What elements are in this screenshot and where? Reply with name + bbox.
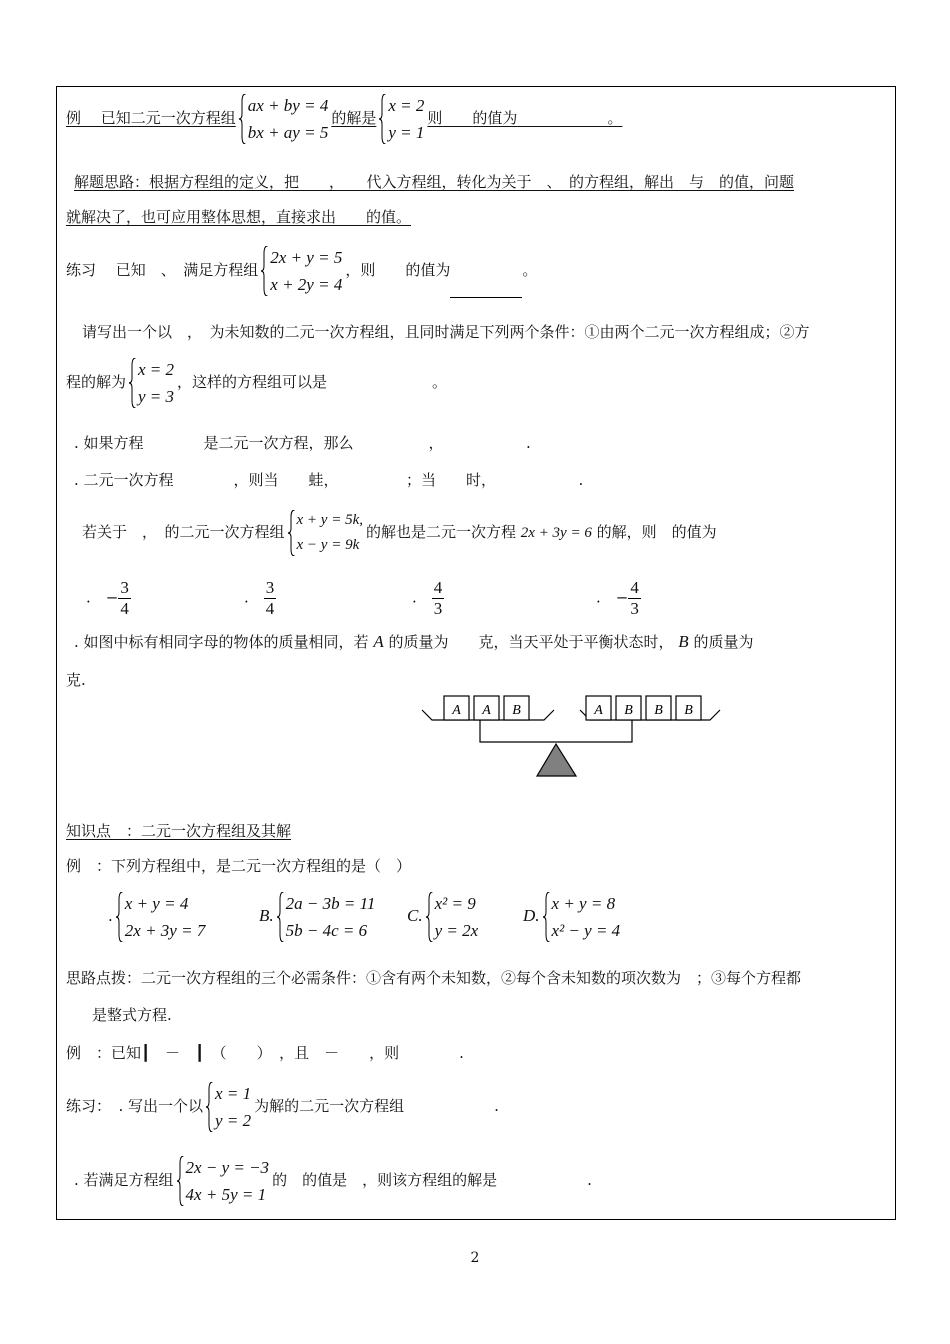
equation-system (239, 92, 329, 146)
equation-system (543, 890, 621, 944)
choice-sign: − (615, 588, 629, 607)
option-a-system[interactable] (108, 890, 208, 944)
equation-row: ax + by = 4 (247, 96, 329, 115)
equation-row: x + y = 4 (124, 894, 189, 913)
denominator: 3 (630, 599, 639, 618)
variable-b: B (678, 632, 689, 651)
choice-a[interactable] (86, 578, 131, 619)
equation-system (261, 244, 342, 298)
right-box-b1 (616, 696, 641, 720)
left-box-a1 (444, 696, 469, 720)
question-balance-line-2: 克. (66, 671, 86, 689)
equation-row: x − y = 9k (296, 537, 360, 553)
question-balance (74, 632, 753, 652)
practice-2-tail: 为解的二元一次方程组 . (254, 1097, 499, 1115)
equation-row: x² − y = 4 (551, 921, 621, 940)
question-linear-equation: . 二元一次方程 ，则当 蛙， ；当 时， . (74, 471, 584, 489)
equation-row: 2x + 3y = 7 (124, 921, 206, 940)
numerator: 3 (120, 578, 129, 597)
question-k (82, 508, 717, 558)
denominator: 4 (265, 599, 275, 618)
solution-system (129, 356, 174, 410)
equation-row: 2x + y = 5 (270, 248, 343, 267)
q-k-mid: 的解也是二元一次方程 (365, 523, 516, 541)
example-1 (66, 92, 622, 146)
solution-system (206, 1080, 251, 1134)
equation-system (426, 890, 479, 944)
practice-1-tail: 。 (522, 261, 538, 279)
hint-line-2: 就解决了，也可应用整体思想，直接求出 的值。 (66, 208, 412, 226)
equation-row: 2x − y = −3 (185, 1158, 270, 1177)
practice-3-tail: 的 的值是 ，则该方程组的解是 . (272, 1171, 592, 1189)
option-label: . (108, 907, 113, 925)
question-if-linear: . 如果方程 是二元一次方程，那么 ， . (74, 434, 531, 452)
equation-system (116, 890, 206, 944)
numerator: 4 (433, 578, 443, 597)
equation-row: x = 1 (215, 1084, 252, 1103)
linear-equation: 2x + 3y = 6 (520, 525, 592, 541)
option-label: C. (407, 906, 423, 925)
choice-label: . (244, 588, 249, 607)
choice-sign: − (105, 588, 119, 607)
equation-row: y = 3 (138, 387, 175, 406)
left-box-a2 (474, 696, 499, 720)
numerator: 3 (265, 578, 275, 597)
practice-2 (66, 1080, 499, 1134)
equation-row: x + y = 5k, (296, 512, 363, 528)
equation-row: bx + ay = 5 (247, 123, 329, 142)
example-1-prefix: 例 已知二元一次方程组 (66, 109, 236, 127)
option-label: D. (523, 906, 540, 925)
choice-label: . (412, 588, 417, 607)
q-k-tail: 的解，则 的值为 (596, 523, 717, 541)
equation-row: x + 2y = 4 (270, 275, 343, 294)
option-label: B. (259, 906, 274, 925)
svg-text:B: B (624, 703, 633, 718)
scale-beam (480, 720, 632, 742)
denominator: 4 (120, 599, 129, 618)
right-box-b3 (676, 696, 701, 720)
balance-scale-figure (420, 692, 730, 782)
equation-system (177, 1154, 270, 1208)
page-number: 2 (470, 1250, 480, 1266)
equation-row: x² = 9 (434, 894, 476, 913)
option-d-system[interactable] (523, 890, 623, 944)
practice-3 (74, 1154, 592, 1208)
equation-row: y = 2x (434, 921, 479, 940)
equation-row: x = 2 (388, 96, 425, 115)
example-3: 例 ：已知┃ － ┃ （ ） ，且 － ，则 . (66, 1044, 464, 1062)
practice-3-prefix: . 若满足方程组 (74, 1171, 174, 1189)
question-write-line-2 (66, 356, 447, 410)
tips-line-2: 是整式方程. (92, 1006, 172, 1024)
fraction (118, 578, 131, 619)
equation-row: 2a − 3b = 11 (285, 894, 376, 913)
question-write-line-1: 请写出一个以 ， 为未知数的二元一次方程组，且同时满足下列两个条件：①由两个二元一次方程组成；②方 (82, 323, 810, 341)
svg-text:A: A (452, 703, 461, 718)
choice-label: . (86, 588, 91, 607)
option-b-system[interactable] (259, 890, 378, 944)
q-balance-text: 的质量为 (693, 633, 754, 651)
equation-row: 4x + 5y = 1 (185, 1185, 267, 1204)
svg-text:B: B (654, 703, 663, 718)
equation-row: 5b − 4c = 6 (285, 921, 368, 940)
svg-text:B: B (684, 703, 693, 718)
equation-row: x + y = 8 (551, 894, 616, 913)
left-box-b (504, 696, 529, 720)
q-write-prefix: 程的解为 (66, 373, 127, 391)
knowledge-title: 知识点 ：二元一次方程组及其解 (66, 822, 292, 840)
example-1-mid: 的解是 (331, 109, 377, 127)
numerator: 4 (630, 578, 639, 597)
solution-system (379, 92, 424, 146)
example-1-tail: 的值为 (472, 109, 518, 127)
example-1-tail: 则 (427, 109, 443, 127)
right-box-b2 (646, 696, 671, 720)
choice-label: . (596, 588, 601, 607)
practice-1 (66, 244, 537, 298)
variable-a: A (373, 632, 384, 651)
answer-blank[interactable] (450, 297, 522, 298)
q-k-prefix: 若关于 ， 的二元一次方程组 (82, 523, 285, 541)
fraction (264, 578, 277, 619)
equation-system (277, 890, 376, 944)
tips-line-1: 思路点拨：二元一次方程组的三个必需条件：①含有两个未知数，②每个含未知数的项次数为 ；③每个方程都 (66, 969, 802, 987)
equation-row: x = 2 (138, 360, 175, 379)
option-c-system[interactable] (407, 890, 481, 944)
practice-1-mid: ，则 的值为 (345, 261, 451, 279)
svg-text:A: A (594, 703, 603, 718)
q-write-tail: ，这样的方程组可以是 。 (177, 373, 448, 391)
equation-system (288, 508, 363, 558)
q-balance-text: 的质量为 克，当天平处于平衡状态时， (388, 633, 674, 651)
practice-1-prefix: 练习 已知 、 满足方程组 (66, 261, 259, 279)
right-box-a (586, 696, 611, 720)
choice-d[interactable] (596, 578, 641, 619)
hint-line-1: 解题思路：根据方程组的定义，把 ， 代入方程组，转化为关于 、 的方程组，解出 与 的值，问题 (74, 173, 795, 191)
practice-2-prefix: 练习： . 写出一个以 (66, 1097, 204, 1115)
example-2: 例 ：下列方程组中，是二元一次方程组的是（ ） (66, 857, 412, 875)
svg-text:A: A (482, 703, 491, 718)
svg-text:B: B (512, 703, 521, 718)
denominator: 3 (433, 599, 443, 618)
fraction (432, 578, 445, 619)
fraction (628, 578, 641, 619)
q-balance-text: . 如图中标有相同字母的物体的质量相同，若 (74, 633, 369, 651)
choice-c[interactable] (412, 578, 444, 619)
example-1-tail: 。 (607, 109, 623, 127)
equation-row: y = 1 (388, 123, 425, 142)
equation-row: y = 2 (215, 1111, 252, 1130)
fulcrum-triangle (537, 744, 576, 776)
choice-b[interactable] (244, 578, 276, 619)
